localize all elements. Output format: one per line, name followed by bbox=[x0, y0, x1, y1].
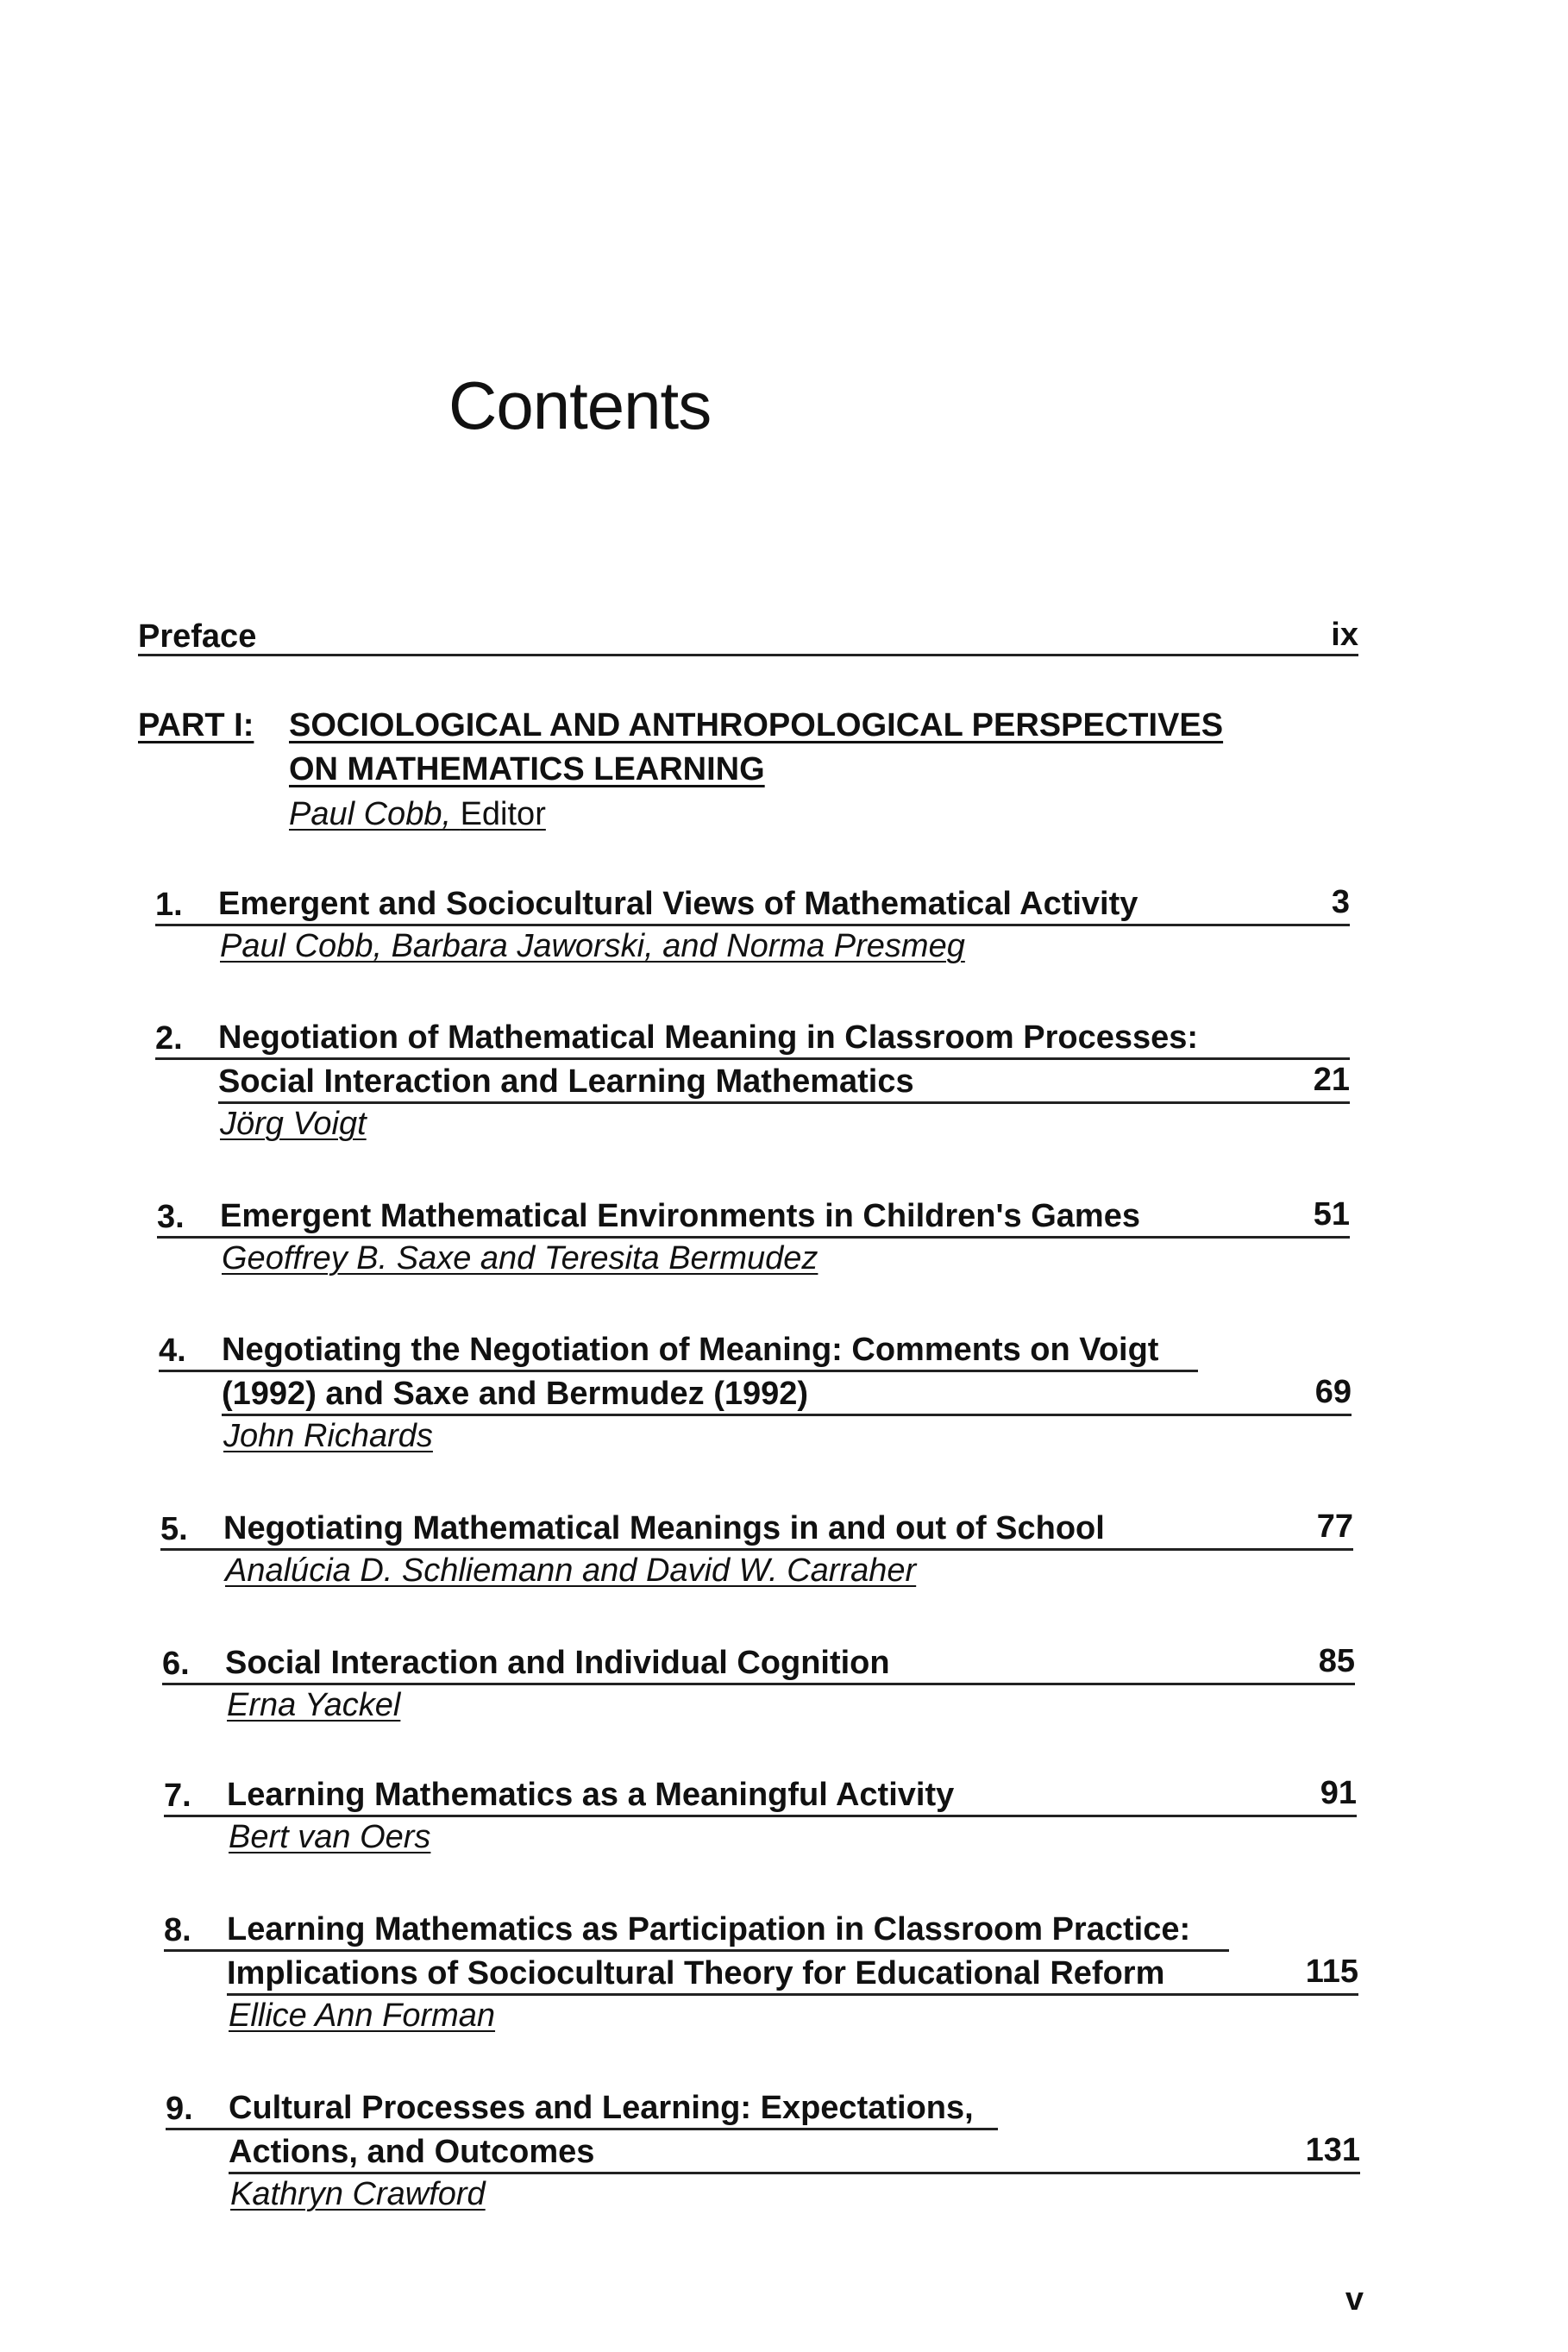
chapter-8-rule bbox=[227, 1993, 1358, 1996]
chapter-7-title-line1[interactable]: Learning Mathematics as a Meaningful Activity bbox=[227, 1777, 955, 1813]
page-title: Contents bbox=[448, 367, 712, 443]
chapter-6-page[interactable]: 85 bbox=[1318, 1643, 1355, 1679]
preface-page[interactable]: ix bbox=[1331, 617, 1358, 653]
chapter-4-authors: John Richards bbox=[223, 1418, 433, 1454]
chapter-8-title-line2[interactable]: Implications of Sociocultural Theory for Educational Reform bbox=[227, 1955, 1165, 1991]
chapter-5-rule bbox=[160, 1548, 1353, 1551]
chapter-3-authors: Geoffrey B. Saxe and Teresita Bermudez bbox=[222, 1240, 818, 1276]
chapter-3-title-line1[interactable]: Emergent Mathematical Environments in Children's Games bbox=[220, 1198, 1140, 1234]
editor-name: Paul Cobb, bbox=[289, 796, 452, 832]
chapter-6-rule bbox=[162, 1683, 1355, 1685]
chapter-1-num: 1. bbox=[155, 887, 183, 923]
chapter-8-authors: Ellice Ann Forman bbox=[229, 1998, 496, 2034]
chapter-2-authors: Jörg Voigt bbox=[220, 1106, 367, 1142]
part-label: PART I: bbox=[138, 707, 254, 743]
chapter-8-num: 8. bbox=[164, 1912, 191, 1948]
page-folio: v bbox=[1345, 2281, 1364, 2318]
chapter-7-num: 7. bbox=[164, 1778, 191, 1814]
chapter-8-title-line1[interactable]: Learning Mathematics as Participation in Classroom Practice: bbox=[227, 1911, 1191, 1947]
chapter-9-rule-top bbox=[166, 2128, 998, 2130]
chapter-7-page[interactable]: 91 bbox=[1320, 1775, 1357, 1811]
chapter-8-page[interactable]: 115 bbox=[1305, 1954, 1358, 1990]
chapter-6-authors: Erna Yackel bbox=[227, 1687, 401, 1723]
chapter-7-authors: Bert van Oers bbox=[229, 1819, 431, 1855]
part-title-line2[interactable]: ON MATHEMATICS LEARNING bbox=[289, 751, 765, 787]
chapter-6-num: 6. bbox=[162, 1646, 190, 1682]
chapter-2-title-line1[interactable]: Negotiation of Mathematical Meaning in Classroom Processes: bbox=[218, 1019, 1199, 1056]
chapter-2-num: 2. bbox=[155, 1020, 183, 1057]
chapter-4-title-line2[interactable]: (1992) and Saxe and Bermudez (1992) bbox=[222, 1376, 809, 1412]
preface-label[interactable]: Preface bbox=[138, 618, 257, 655]
part-editor bbox=[289, 796, 546, 833]
chapter-5-authors: Analúcia D. Schliemann and David W. Carraher bbox=[225, 1552, 917, 1589]
chapter-4-num: 4. bbox=[159, 1333, 186, 1369]
chapter-6-title-line1[interactable]: Social Interaction and Individual Cognition bbox=[225, 1645, 890, 1681]
chapter-3-rule bbox=[157, 1236, 1350, 1239]
chapter-9-title-line1[interactable]: Cultural Processes and Learning: Expectations, bbox=[229, 2090, 974, 2126]
chapter-2-title-line2[interactable]: Social Interaction and Learning Mathematics bbox=[218, 1063, 914, 1100]
chapter-5-page[interactable]: 77 bbox=[1316, 1508, 1353, 1545]
chapter-3-page[interactable]: 51 bbox=[1313, 1196, 1350, 1232]
preface-rule bbox=[138, 654, 1358, 656]
editor-role: Editor bbox=[460, 796, 546, 832]
chapter-9-page[interactable]: 131 bbox=[1305, 2132, 1360, 2168]
chapter-9-title-line2[interactable]: Actions, and Outcomes bbox=[229, 2134, 595, 2170]
chapter-2-rule bbox=[218, 1101, 1350, 1104]
chapter-5-title-line1[interactable]: Negotiating Mathematical Meanings in and out of School bbox=[223, 1510, 1105, 1546]
part-title-line1[interactable]: SOCIOLOGICAL AND ANTHROPOLOGICAL PERSPECTIVES bbox=[289, 707, 1224, 743]
chapter-1-title-line1[interactable]: Emergent and Sociocultural Views of Mathematical Activity bbox=[218, 886, 1138, 922]
chapter-4-title-line1[interactable]: Negotiating the Negotiation of Meaning: Comments on Voigt bbox=[222, 1332, 1159, 1368]
chapter-9-authors: Kathryn Crawford bbox=[230, 2176, 486, 2212]
chapter-1-rule bbox=[155, 924, 1350, 926]
chapter-5-num: 5. bbox=[160, 1511, 188, 1547]
chapter-2-page[interactable]: 21 bbox=[1313, 1062, 1350, 1098]
chapter-8-rule-top bbox=[164, 1949, 1229, 1952]
chapter-9-num: 9. bbox=[166, 2091, 193, 2127]
chapter-3-num: 3. bbox=[157, 1199, 185, 1235]
chapter-2-rule-top bbox=[155, 1057, 1350, 1060]
chapter-9-rule bbox=[229, 2172, 1360, 2174]
chapter-4-rule bbox=[222, 1414, 1352, 1416]
chapter-1-authors: Paul Cobb, Barbara Jaworski, and Norma Presmeg bbox=[220, 928, 965, 964]
chapter-7-rule bbox=[164, 1815, 1357, 1817]
chapter-4-rule-top bbox=[159, 1370, 1198, 1372]
chapter-4-page[interactable]: 69 bbox=[1314, 1374, 1352, 1410]
chapter-1-page[interactable]: 3 bbox=[1331, 884, 1350, 920]
